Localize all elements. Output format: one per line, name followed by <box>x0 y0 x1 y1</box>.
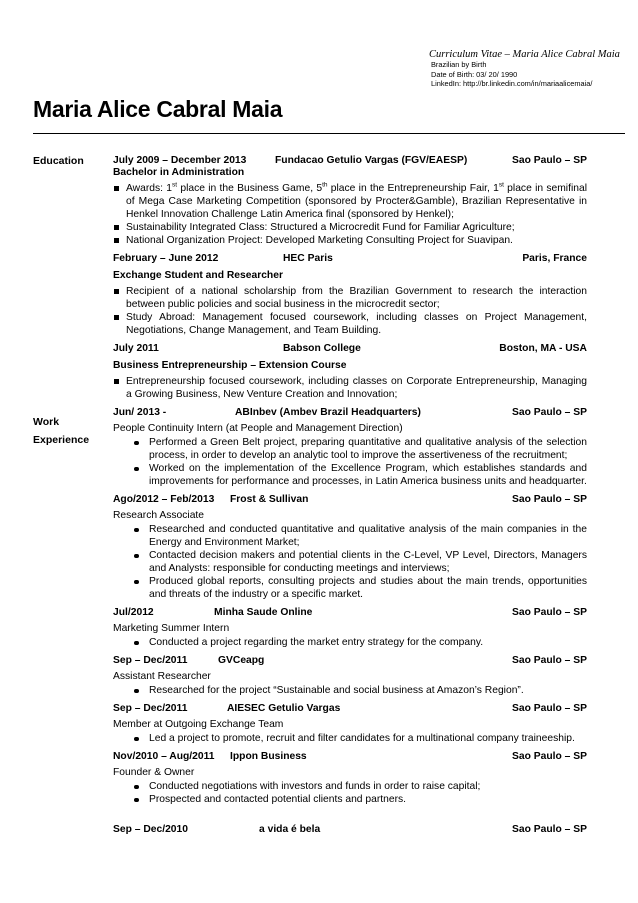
entry-org: a vida é bela <box>259 823 321 835</box>
education-bullets <box>113 285 587 337</box>
list-item: Researched for the project “Sustainable and social business at Amazon’s Region”. <box>113 684 587 697</box>
entry-org: Minha Saude Online <box>214 606 313 618</box>
entry-location: Sao Paulo – SP <box>512 606 587 618</box>
nationality: Brazilian by Birth <box>431 60 487 69</box>
education-bullets <box>113 182 587 247</box>
work-entry-header <box>113 747 587 765</box>
entry-org: ABInbev (Ambev Brazil Headquarters) <box>235 406 421 418</box>
work-bullets <box>113 636 587 649</box>
header-divider <box>33 133 625 134</box>
linkedin-url: LinkedIn: http://br.linkedin.com/in/mariaalicemaia/ <box>431 79 593 89</box>
cv-content <box>113 151 587 838</box>
work-bullets <box>113 780 587 806</box>
work-entry-header <box>113 651 587 669</box>
date-of-birth: Date of Birth: 03/ 20/ 1990 <box>431 69 518 79</box>
job-role: Member at Outgoing Exchange Team <box>113 719 284 730</box>
entry-location: Sao Paulo – SP <box>512 750 587 762</box>
entry-org: AIESEC Getulio Vargas <box>227 702 341 714</box>
list-item: Sustainability Integrated Class: Structured a Microcredit Fund for Familiar Agriculture; <box>113 221 587 234</box>
entry-location: Sao Paulo – SP <box>512 654 587 666</box>
entry-location: Sao Paulo – SP <box>512 493 587 505</box>
entry-date: Sep – Dec/2011 <box>113 654 188 666</box>
list-item: Worked on the implementation of the Excellence Program, which establishes standards and improvements for performance and processes, in Latin America business units and headquarter. <box>113 462 587 488</box>
degree-title: Business Entrepreneurship – Extension Course <box>113 360 347 371</box>
job-role: Founder & Owner <box>113 767 195 778</box>
list-item: Contacted decision makers and potential clients in the C-Level, VP Level, Directors, Managers and Analysts: responsible for conducting meetings and interviews; <box>113 549 587 575</box>
entry-location: Sao Paulo – SP <box>512 823 587 835</box>
work-bullets <box>113 732 587 745</box>
list-item: Conducted negotiations with investors and funds in order to raise capital; <box>113 780 587 793</box>
entry-date: Jul/2012 <box>113 606 154 618</box>
entry-location: Sao Paulo – SP <box>512 702 587 714</box>
section-label-work-experience <box>33 413 89 449</box>
list-item: Produced global reports, consulting projects and studies about the main trends, opportunities and threats of the industry or a specific market. <box>113 575 587 601</box>
candidate-name: Maria Alice Cabral Maia <box>33 96 283 122</box>
work-entry-header <box>113 403 587 421</box>
entry-location: Paris, France <box>522 252 587 264</box>
list-item: Study Abroad: Management focused coursework, including classes on Project Management, Negotiations, Change Management, and Team Building. <box>113 311 587 337</box>
entry-date: Ago/2012 – Feb/2013 <box>113 493 215 505</box>
entry-date: July 2011 <box>113 342 159 354</box>
work-entry-header <box>113 603 587 621</box>
entry-org: HEC Paris <box>283 252 333 264</box>
cv-header <box>429 49 629 89</box>
list-item: Conducted a project regarding the market entry strategy for the company. <box>113 636 587 649</box>
entry-date: July 2009 – December 2013 <box>113 154 247 166</box>
entry-date: February – June 2012 <box>113 252 219 264</box>
section-label-work-line2: Experience <box>33 434 90 446</box>
work-bullets <box>113 684 587 697</box>
list-item: Led a project to promote, recruit and filter candidates for a multinational company traineeship. <box>113 732 587 745</box>
entry-location: Boston, MA - USA <box>499 342 587 354</box>
entry-date: Sep – Dec/2010 <box>113 823 188 835</box>
section-label-education: Education <box>33 155 84 167</box>
entry-location: Sao Paulo – SP <box>512 154 587 166</box>
entry-org: Fundacao Getulio Vargas (FGV/EAESP) <box>275 154 468 166</box>
entry-date: Jun/ 2013 - <box>113 406 167 418</box>
job-role: Assistant Researcher <box>113 671 211 682</box>
work-bullets <box>113 523 587 601</box>
list-item: Recipient of a national scholarship from the Brazilian Government to research the interaction between public policies and social business in the microcredit sector; <box>113 285 587 311</box>
education-bullets <box>113 375 587 401</box>
list-item: Performed a Green Belt project, preparing quantitative and qualitative analysis of the selection process, in order to develop an analytic tool to improve the assertiveness of the recruitment; <box>113 436 587 462</box>
entry-org: Frost & Sullivan <box>230 493 309 505</box>
list-item: National Organization Project: Developed Marketing Consulting Project for Suavipan. <box>113 234 587 247</box>
list-item: Entrepreneurship focused coursework, including classes on Corporate Entrepreneurship, Managing a Growing Business, New Venture Creation and Innovation; <box>113 375 587 401</box>
list-item: Prospected and contacted potential clients and partners. <box>113 793 587 806</box>
work-entry-header <box>113 490 587 508</box>
degree-title: Bachelor in Administration <box>113 167 245 178</box>
education-entry-header <box>113 339 587 357</box>
job-role: People Continuity Intern (at People and Management Direction) <box>113 423 403 434</box>
job-role: Research Associate <box>113 510 205 521</box>
work-entry-header <box>113 699 587 717</box>
job-role: Marketing Summer Intern <box>113 623 230 634</box>
entry-org: Babson College <box>283 342 361 354</box>
degree-title: Exchange Student and Researcher <box>113 270 283 281</box>
list-item: Researched and conducted quantitative and qualitative analysis of the main companies in the Energy and Environment Market; <box>113 523 587 549</box>
cv-header-title: Curriculum Vitae – Maria Alice Cabral Maia <box>429 49 620 60</box>
section-label-work-line1: Work <box>33 416 60 428</box>
entry-org: GVCeapg <box>218 654 265 666</box>
entry-date: Sep – Dec/2011 <box>113 702 188 714</box>
entry-location: Sao Paulo – SP <box>512 406 587 418</box>
work-entry-header <box>113 820 587 838</box>
work-bullets <box>113 436 587 488</box>
entry-org: Ippon Business <box>230 750 307 762</box>
education-entry-header <box>113 249 587 267</box>
list-item: Awards: 1st place in the Business Game, 5th place in the Entrepreneurship Fair, 1st place in semifinal of Mega Case Marketing Competition (sponsored by Procter&Gamble), Brazilian Representative in Henkel Innovation Challenge Latin America final (sponsored by Henkel); <box>113 182 587 221</box>
entry-date: Nov/2010 – Aug/2011 <box>113 750 215 762</box>
